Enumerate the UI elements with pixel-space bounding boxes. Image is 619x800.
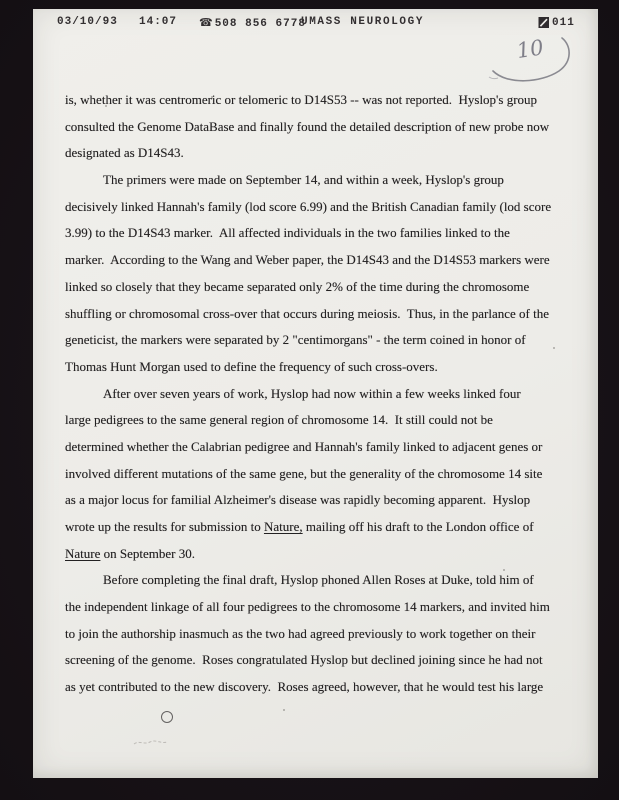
text-line <box>65 247 580 274</box>
text-segment: 3.99) to the D14S43 marker. All affected individuals in the two families linked to the <box>65 225 510 241</box>
text-line <box>65 621 580 648</box>
text-segment: marker. According to the Wang and Weber paper, the D14S43 and the D14S53 markers were <box>65 252 550 268</box>
text-line <box>65 461 580 488</box>
fax-header <box>33 16 598 34</box>
text-line <box>65 301 580 328</box>
text-segment: large pedigrees to the same general region of chromosome 14. It still could not be <box>65 412 493 428</box>
text-segment: After over seven years of work, Hyslop had now within a few weeks linked four <box>103 385 521 401</box>
text-segment: geneticist, the markers were separated by 2 "centimorgans" - the term coined in honor of <box>65 332 526 348</box>
scan-speckle <box>283 709 285 711</box>
text-segment: as a major locus for familial Alzheimer's disease was rapidly becoming apparent. Hyslop <box>65 492 531 508</box>
phone-icon: ☎ <box>199 16 214 29</box>
fax-time: 14:07 <box>139 16 178 28</box>
fax-page-number: 011 <box>552 16 575 29</box>
text-line <box>65 514 580 541</box>
text-segment: decisively linked Hannah's family (lod score 6.99) and the British Canadian family (lod score <box>65 198 552 214</box>
text-line <box>65 434 580 461</box>
text-line <box>65 487 580 514</box>
text-line <box>65 220 580 247</box>
text-line <box>65 381 580 408</box>
text-segment: is, whether it was centromeric or telomeric to D14S53 -- was not reported. Hyslop's group <box>65 92 538 107</box>
pencil-smudge <box>131 733 175 749</box>
text-segment: on September 30. <box>100 545 195 561</box>
handwritten-page-number <box>485 25 589 91</box>
text-segment: The primers were made on September 14, and within a week, Hyslop's group <box>103 172 504 188</box>
text-line <box>65 541 580 568</box>
text-line <box>65 567 580 594</box>
text-segment: to join the authorship inasmuch as the two had agreed previously to work together on their <box>65 625 536 641</box>
text-line <box>65 647 580 674</box>
fax-page-icon <box>538 16 550 29</box>
fax-sender: UMASS NEUROLOGY <box>301 16 425 28</box>
scan-speckle <box>553 347 555 349</box>
handwritten-swoosh-tail <box>489 77 498 79</box>
text-line <box>65 274 580 301</box>
text-segment: linked so closely that they became separated only 2% of the time during the chromosome <box>65 278 530 294</box>
text-segment: designated as D14S43. <box>65 145 184 161</box>
text-line <box>65 354 580 381</box>
text-line <box>65 167 580 194</box>
text-line <box>65 594 580 621</box>
text-line <box>65 114 580 141</box>
fax-page-counter <box>538 16 575 29</box>
text-segment: determined whether the Calabrian pedigree and Hannah's family linked to adjacent genes or <box>65 438 543 454</box>
handwritten-ten: 10 <box>515 35 546 64</box>
scan-speckle <box>211 96 213 98</box>
fax-phone <box>199 16 306 30</box>
underlined-text: Nature <box>65 545 101 561</box>
text-segment: consulted the Genome DataBase and finally found the detailed description of new probe now <box>65 118 550 134</box>
handwritten-swoosh <box>493 38 569 81</box>
text-line <box>65 674 580 701</box>
underlined-text: Nature, <box>263 519 303 534</box>
text-segment: mailing off his draft to the London office of <box>302 519 534 534</box>
scan-speckle <box>105 105 107 107</box>
text-line <box>65 407 580 434</box>
fax-page <box>33 9 598 778</box>
text-line <box>65 87 580 114</box>
text-segment: Thomas Hunt Morgan used to define the frequency of such cross-overs. <box>65 358 438 374</box>
text-segment: screening of the genome. Roses congratulated Hyslop but declined joining since he had not <box>65 652 543 668</box>
text-line <box>65 327 580 354</box>
text-segment: wrote up the results for submission to <box>65 519 264 534</box>
text-segment: Before completing the final draft, Hyslop phoned Allen Roses at Duke, told him of <box>103 572 534 588</box>
text-segment: as yet contributed to the new discovery. Roses agreed, however, that he would test his large <box>65 679 544 695</box>
text-segment: involved different mutations of the same gene, but the generality of the chromosome 14 site <box>65 465 543 481</box>
hole-punch-mark <box>161 711 173 723</box>
text-line <box>65 194 580 221</box>
text-segment: the independent linkage of all four pedigrees to the chromosome 14 markers, and invited him <box>65 599 550 615</box>
text-line <box>65 140 580 167</box>
text-segment: shuffling or chromosomal cross-over that occurs during meiosis. Thus, in the parlance of the <box>65 305 550 321</box>
fax-phone-number: 508 856 6778 <box>214 18 306 30</box>
fax-date: 03/10/93 <box>57 16 118 28</box>
document-body <box>65 87 580 701</box>
scan-speckle <box>503 569 505 571</box>
